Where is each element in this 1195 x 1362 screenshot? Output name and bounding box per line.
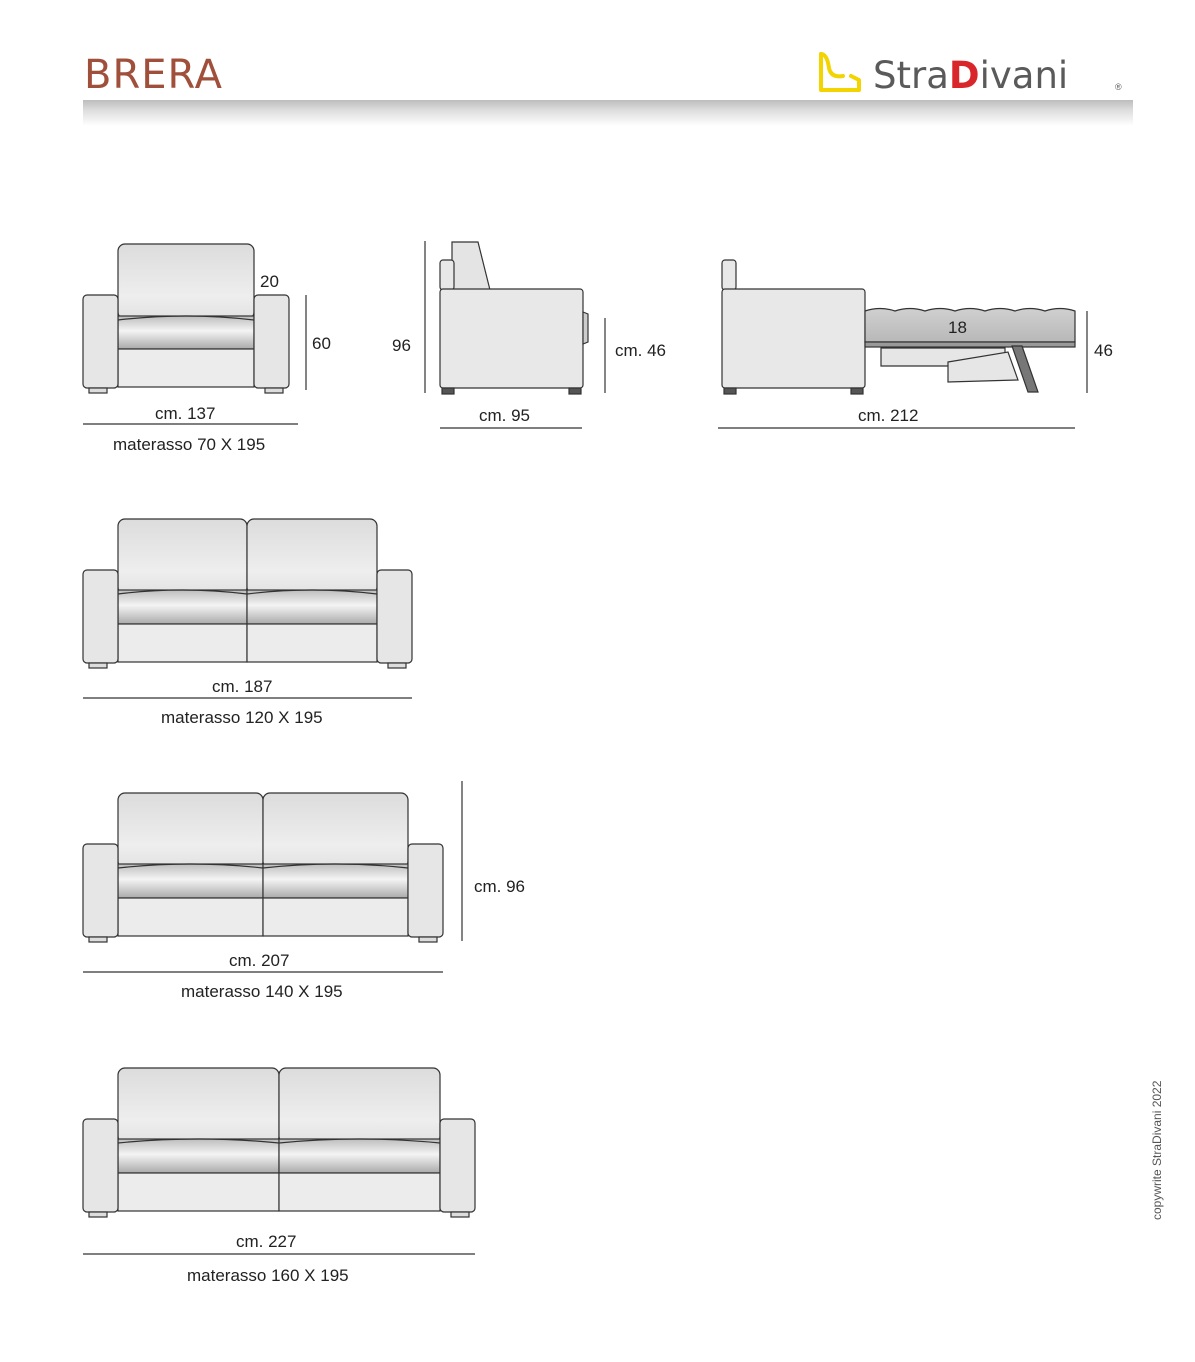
- bed-length-dimension: cm. 212: [858, 406, 919, 425]
- sofa-227-mattress-size: materasso 160 X 195: [187, 1266, 349, 1285]
- armchair-width-dimension: cm. 137: [155, 404, 216, 423]
- sofa-187-mattress-size: materasso 120 X 195: [161, 708, 323, 727]
- sofa-227-width-dimension: cm. 227: [236, 1232, 297, 1251]
- armchair-front-drawing: [83, 244, 306, 424]
- armchair-height-dimension: 60: [312, 334, 331, 353]
- armchair-back-dimension: 20: [260, 272, 279, 291]
- side-depth-dimension: cm. 95: [479, 406, 531, 425]
- logo-part-d: D: [948, 54, 980, 97]
- sofa-207-mattress-size: materasso 140 X 195: [181, 982, 343, 1001]
- sofa-187-width-dimension: cm. 187: [212, 677, 273, 696]
- open-bed-drawing: [718, 260, 1087, 428]
- copyright-notice: copywrite StraDivani 2022: [1150, 1080, 1164, 1220]
- mattress-thickness-dimension: 18: [948, 318, 967, 337]
- logo-part-ivani: ivani: [979, 54, 1069, 97]
- sofa-227-drawing: [83, 1068, 475, 1254]
- armchair-mattress-size: materasso 70 X 195: [113, 435, 266, 454]
- page-title: BRERA: [84, 52, 224, 98]
- sofa-187-drawing: [83, 519, 412, 698]
- bed-height-dimension: 46: [1094, 341, 1113, 360]
- registered-mark: ®: [1115, 82, 1122, 92]
- side-height-dimension: 96: [392, 336, 411, 355]
- sofa-207-drawing: [83, 781, 462, 972]
- side-view-drawing: [425, 241, 605, 428]
- logo-part-stra: Stra: [873, 54, 949, 97]
- sofa-207-height-dimension: cm. 96: [474, 877, 526, 896]
- side-seat-height-dimension: cm. 46: [615, 341, 667, 360]
- sofa-207-width-dimension: cm. 207: [229, 951, 290, 970]
